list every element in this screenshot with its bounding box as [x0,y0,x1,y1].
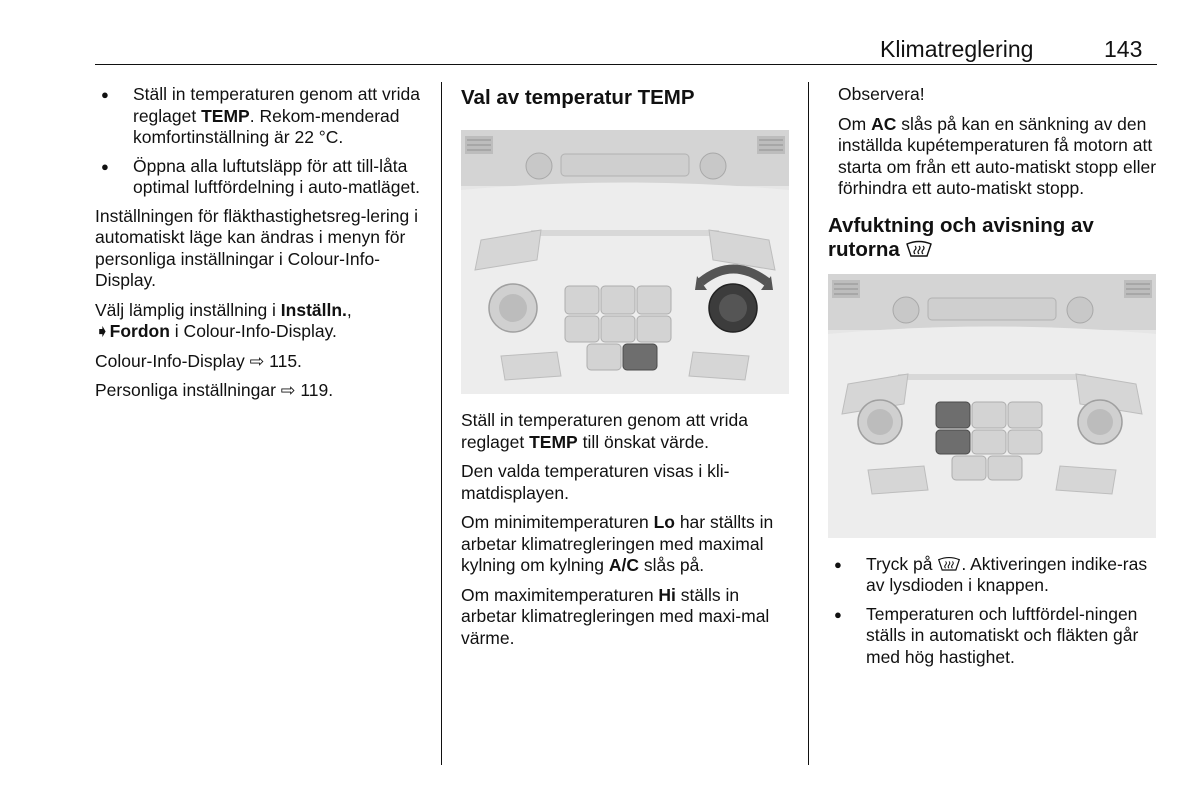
paragraph: Den valda temperaturen visas i kli-matdisplayen. [461,461,730,503]
climate-panel-figure-defrost [828,274,1156,538]
bullet-list [828,554,1158,669]
subheading: Avfuktning och avisning av rutorna [828,213,1094,261]
paragraph: Ställ in temperaturen genom att vrida reglaget TEMP till önskat värde. [461,410,748,452]
column-divider-2 [808,82,809,765]
paragraph: Inställningen för fläkthastighetsreg-lering i automatiskt läge kan ändras i menyn för personliga inställningar i Colour-Info-Display. [95,205,418,290]
note-title: Observera! [838,84,925,104]
windscreen-defrost-icon [937,556,961,572]
header-rule [95,64,1157,65]
windscreen-defrost-icon [905,240,933,258]
list-item: ● Tryck på . Aktiveringen indike-ras av lysdioden i knappen. [828,554,1158,597]
paragraph: Om maximitemperaturen Hi ställs in arbetar klimatregleringen med maxi-mal värme. [461,584,770,648]
list-item: ● Temperaturen och luftfördel-ningen ställs in automatiskt och fläkten går med hög hastighet. [828,604,1158,669]
cross-reference: Colour-Info-Display ⇨ 115. [95,350,302,371]
column-3 [828,84,1158,675]
page-number: 143 [1104,36,1143,62]
menu-arrow-icon: ➧ [95,321,110,341]
list-item: ● Öppna alla luftutsläpp för att till-låta optimal luftfördelning i auto-matläget. [95,156,425,199]
list-item: ● Ställ in temperaturen genom att vrida reglaget TEMP. Rekom-menderad komfortinställning är 22 °C. [95,84,425,149]
cross-reference: Personliga inställningar ⇨ 119. [95,380,334,400]
column-divider-1 [441,82,442,765]
note-text: Om AC slås på kan en sänkning av den inställda kupétemperaturen få motorn att starta om från ett auto-matiskt stopp eller förhindra ett auto-matiskt stopp. [838,113,1157,198]
paragraph: Välj lämplig inställning i Inställn., ➧Fordon i Colour-Info-Display. [95,299,352,341]
climate-panel-figure-temp [461,130,789,394]
section-title: Klimatreglering [880,36,1034,62]
column-1 [95,84,425,410]
subheading: Val av temperatur TEMP [461,86,695,109]
column-2 [461,86,791,657]
note-box [828,84,1158,200]
paragraph: Om minimitemperaturen Lo har ställts in arbetar klimatregleringen med maximal kylning om kylning A/C slås på. [461,512,774,575]
bullet-list [95,84,425,199]
